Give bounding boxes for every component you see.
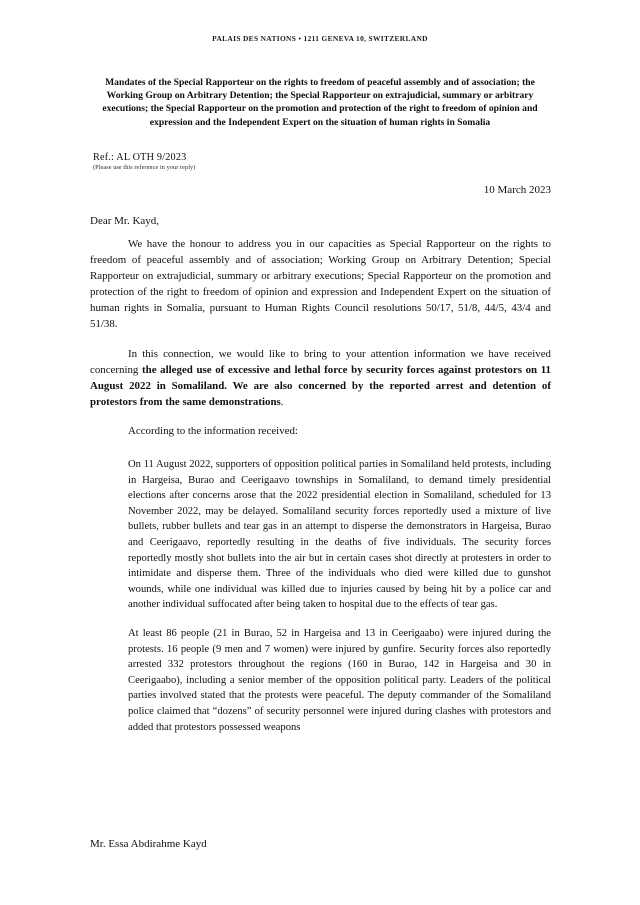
allegation-suffix: . [280,395,284,408]
paragraph-capacities: We have the honour to address you in our capacities as Special Rapporteur on the rights to freedom of peaceful assembly and of association; Working Group on Arbitrary Detention; Special Rapporteur on extrajudicial, summary or arbitrary executions; Special Rapporteur on the promotion and protection of the right to freedom of opinion and expression and Independent Expert on the situation of human rights in Somalia, pursuant to Human Rights Council resolutions 50/17, 51/8, 44/5, 43/4 and 51/38. [90,238,551,331]
indented-block-casualties: At least 86 people (21 in Burao, 52 in Hargeisa and 13 in Ceerigaabo) were injured during the protests. 16 people (9 men and 7 women) were injured by gunfire. Security forces also reportedly arrested 332 protestors throughout the regions (160 in Burao, 142 in Hargeisa and 30 in Ceerigaabo), including a senior member of the opposition political party. Leaders of the political parties involved stated that the protests were peaceful. The deputy commander of the Somaliland police claimed that “dozens” of security personnel were injured during clashes with protestors and added that protestors possessed weapons [128,627,551,733]
reference-note: (Please use this reference in your reply) [93,164,196,171]
allegation-bold-text: the alleged use of excessive and lethal force by security forces against protestors on 11 August 2022 in Somaliland. We are also concerned by the reported arrest and detention of protestors from the same demonstrations [90,363,551,408]
reference-block [93,152,393,171]
allegation-prefix: In this connection, we would like to bring to your attention information we have received concerning [90,347,551,376]
paragraph-allegation [90,346,551,410]
reference-number: Ref.: AL OTH 9/2023 [93,152,187,163]
letter-body [90,236,551,748]
salutation: Dear Mr. Kayd, [90,215,160,227]
addressee-name: Mr. Essa Abdirahme Kayd [90,838,207,850]
running-head: PALAIS DES NATIONS • 1211 GENEVA 10, SWITZERLAND [212,34,428,43]
mandate-title: Mandates of the Special Rapporteur on the rights to freedom of peaceful assembly and of association; the Working Group on Arbitrary Detention; the Special Rapporteur on extrajudicial, summary or arbitrary executions; the Special Rapporteur on the promotion and protection of the right to freedom of opinion and expression and the Independent Expert on the situation of human rights in Somalia [102,77,538,128]
paragraph-according-to: According to the information received: [128,424,298,437]
indented-block-protests: On 11 August 2022, supporters of opposition political parties in Somaliland held protests, including in Hargeisa, Burao and Ceerigaavo townships in Somaliland, to demand timely presidential elections after concerns arose that the 2022 presidential election in Somaliland, scheduled for 13 November 2022, may be delayed. Somaliland security forces reportedly used a mixture of live bullets, rubber bullets and tear gas in an attempt to disperse the demonstrators in Hargeisa, Burao and Ceerigaavo, reportedly resulting in the deaths of five individuals. The security forces reportedly mostly shot bullets into the air but in certain cases shot directly at protesters in order to intimidate and disperse them. Three of the individuals who died were killed due to gunshot wounds, while one individual was killed due to injuries caused by being hit by a police car and another individual suffocated after being taken to hospital due to the effects of tear gas. [128,459,551,611]
letter-date: 10 March 2023 [483,184,551,196]
